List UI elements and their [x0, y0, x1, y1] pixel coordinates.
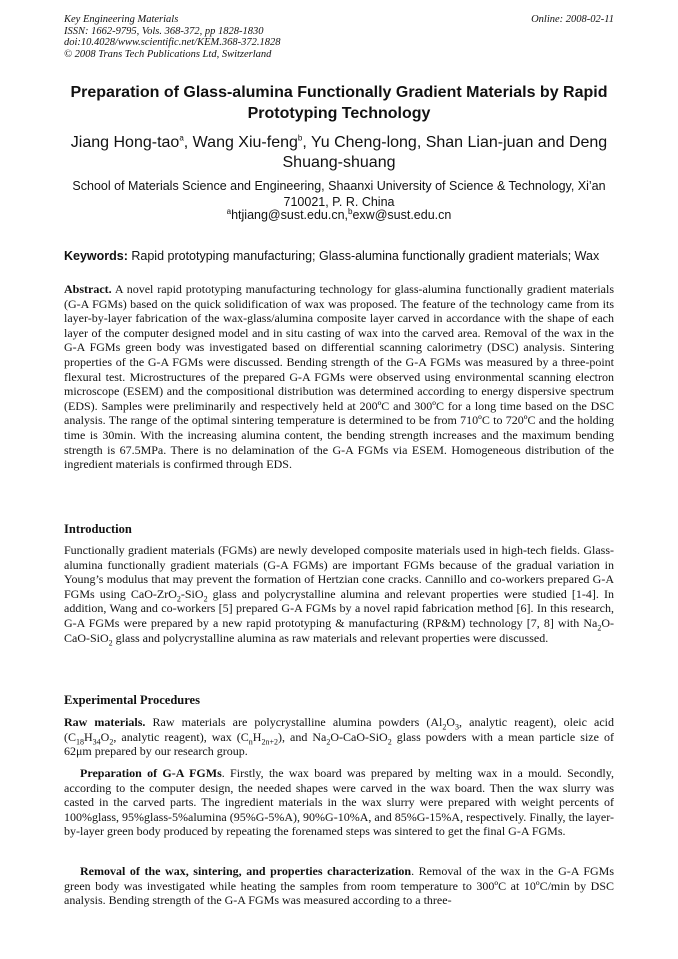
subscript: 2n+2	[261, 736, 278, 746]
preparation-text: . Firstly, the wax board was prepared by melting wax in a mould. Secondly, according to the computer design, the needed shapes were carved in the wax board. Then the wax slurry was casted in the carved parts. The ingredient materials in the wax slurry were prepared with weight percents of 100%glass, 95%glass-5%alumina (95%G-5%A), 90%G-10%A, and 85%G-15%A, respectively. Finally, the layer-by-layer green body produced by repeating the forenamed steps was sintered to get the final G-A FGMs.	[64, 766, 614, 839]
intro-text: glass and polycrystalline alumina as raw materials and relevant properties were discussed.	[112, 630, 549, 645]
author-2: , Wang Xiu-feng	[183, 134, 298, 151]
raw-materials-paragraph	[64, 715, 614, 759]
affiliation: School of Materials Science and Engineering, Shaanxi University of Science & Technology, Xi’an 710021, P. R. China	[72, 179, 606, 209]
subscript: 2	[326, 736, 331, 746]
issn-line: ISSN: 1662-9795, Vols. 368-372, pp 1828-1830	[64, 25, 264, 37]
subscript: 2	[597, 623, 602, 633]
subscript: 3	[455, 722, 460, 732]
journal-name: Key Engineering Materials	[64, 14, 179, 25]
keywords	[64, 248, 614, 264]
raw-text: , analytic reagent), oleic acid (C	[64, 715, 615, 744]
introduction-body	[64, 543, 614, 645]
intro-text: -SiO	[180, 586, 204, 601]
subscript: 34	[92, 736, 101, 746]
preparation-paragraph	[64, 766, 614, 839]
paper-title: Preparation of Glass-alumina Functionally Gradient Materials by Rapid Prototyping Technology	[70, 84, 608, 122]
email-a-mark: a	[226, 206, 232, 216]
raw-text: ), and Na	[277, 729, 327, 744]
subscript: 2	[109, 736, 114, 746]
author-list	[60, 133, 618, 173]
raw-text: glass powders with a mean particle size of 62μm prepared by our research group.	[64, 729, 614, 759]
abstract	[64, 282, 614, 472]
intro-text: Functionally gradient materials (FGMs) are newly developed composite materials used in high-tech fields. Glass-alumina functionally gradient materials (G-A FGMs) are important FGMs because of the gradual variation in Young’s modulus that may prevent the formation of Hertzian cone cracks. Cannillo and co-workers prepared G-A FGMs using CaO-ZrO	[64, 543, 614, 601]
subscript: 2	[203, 594, 208, 604]
raw-text: O	[446, 715, 456, 729]
doi-line: doi:10.4028/www.scientific.net/KEM.368-372.1828	[64, 37, 281, 48]
author-1-mark: a	[179, 133, 184, 143]
raw-text: O	[100, 729, 110, 744]
author-2-mark: b	[297, 133, 303, 143]
raw-materials-label: Raw materials.	[64, 715, 146, 729]
email-b-mark: b	[348, 206, 353, 216]
author-emails	[60, 208, 618, 222]
running-header	[64, 14, 614, 60]
subscript: 2	[176, 594, 181, 604]
subscript: 2	[442, 722, 447, 732]
subscript: 2	[108, 637, 113, 647]
keywords-label: Keywords:	[64, 249, 128, 263]
keywords-text: Rapid prototyping manufacturing; Glass-alumina functionally gradient materials; Wax	[127, 249, 600, 263]
raw-text: H	[84, 729, 93, 744]
email-b[interactable]: exw@sust.edu.cn	[352, 208, 452, 222]
email-a[interactable]: htjiang@sust.edu.cn,	[231, 208, 349, 222]
author-rest: , Yu Cheng-long, Shan Lian-juan and Deng Shuang-shuang	[282, 134, 608, 171]
raw-text: Raw materials are polycrystalline alumina powders (Al	[145, 715, 443, 729]
intro-text: O-CaO-SiO	[64, 615, 614, 645]
preparation-label: Preparation of G-A FGMs	[80, 766, 222, 780]
abstract-label: Abstract.	[64, 282, 112, 296]
raw-text: , analytic reagent), wax (C	[113, 729, 249, 744]
subscript: 2	[387, 736, 392, 746]
removal-label: Removal of the wax, sintering, and properties characterization	[80, 864, 412, 878]
intro-text: glass and polycrystalline alumina and relevant properties were studied [1-4]. In addition, Wang and co-workers [5] prepared G-A FGMs by a novel rapid fabrication method [6]. In this research, G-A FGMs were prepared by a new rapid prototyping & manufacturing (RP&M) technology [7, 8] with Na	[64, 586, 614, 630]
copyright-line: © 2008 Trans Tech Publications Ltd, Switzerland	[64, 48, 272, 60]
abstract-text: A novel rapid prototyping manufacturing technology for glass-alumina functionally gradient materials (G-A FGMs) based on the quick solidification of wax was proposed. The feature of the technology came from its layer-by-layer fabrication of the wax-glass/alumina composite layer carved in accordance with the shape of each layer of the computer designed model and in situ casting of wax into the carved area. Removal of the wax in the G-A FGMs green body was investigated based on differential scanning calorimetry (DSC) analysis. Sintering properties of the G-A FGMs were discussed. Bending strength of the G-A FGMs was measured by a three-point flexural test. Microstructures of the prepared G-A FGMs were observed using environmental scanning electron microscope (ESEM) and the compositional distribution was determined according to energy dispersive spectrum (EDS). Samples were preliminarily and respectively held at 200ºC and 300ºC for a long time based on the DSC analysis. The range of the optimal sintering temperature is determined to be from 710ºC to 720ºC and the holding time is 30min. With the increasing alumina content, the bending strength increases and the maximum bending strength is 67.5MPa. There is no delamination of the G-A FGMs via ESEM. Homogeneous distribution of the ingredient materials is confirmed through EDS.	[64, 282, 614, 472]
subscript: n	[248, 736, 253, 746]
subscript: 18	[76, 736, 84, 746]
removal-text: . Removal of the wax in the G-A FGMs green body was investigated while heating the samples from room temperature to 300ºC at 10ºC/min by DSC analysis. Bending strength of the G-A FGMs was measured according to a three-	[64, 864, 615, 908]
experimental-heading: Experimental Procedures	[64, 693, 200, 707]
author-1: Jiang Hong-tao	[70, 134, 180, 151]
removal-paragraph	[64, 864, 614, 908]
raw-text: O-CaO-SiO	[330, 729, 388, 744]
raw-text: H	[252, 729, 262, 744]
introduction-heading: Introduction	[64, 522, 132, 536]
online-date: Online: 2008-02-11	[531, 14, 614, 25]
